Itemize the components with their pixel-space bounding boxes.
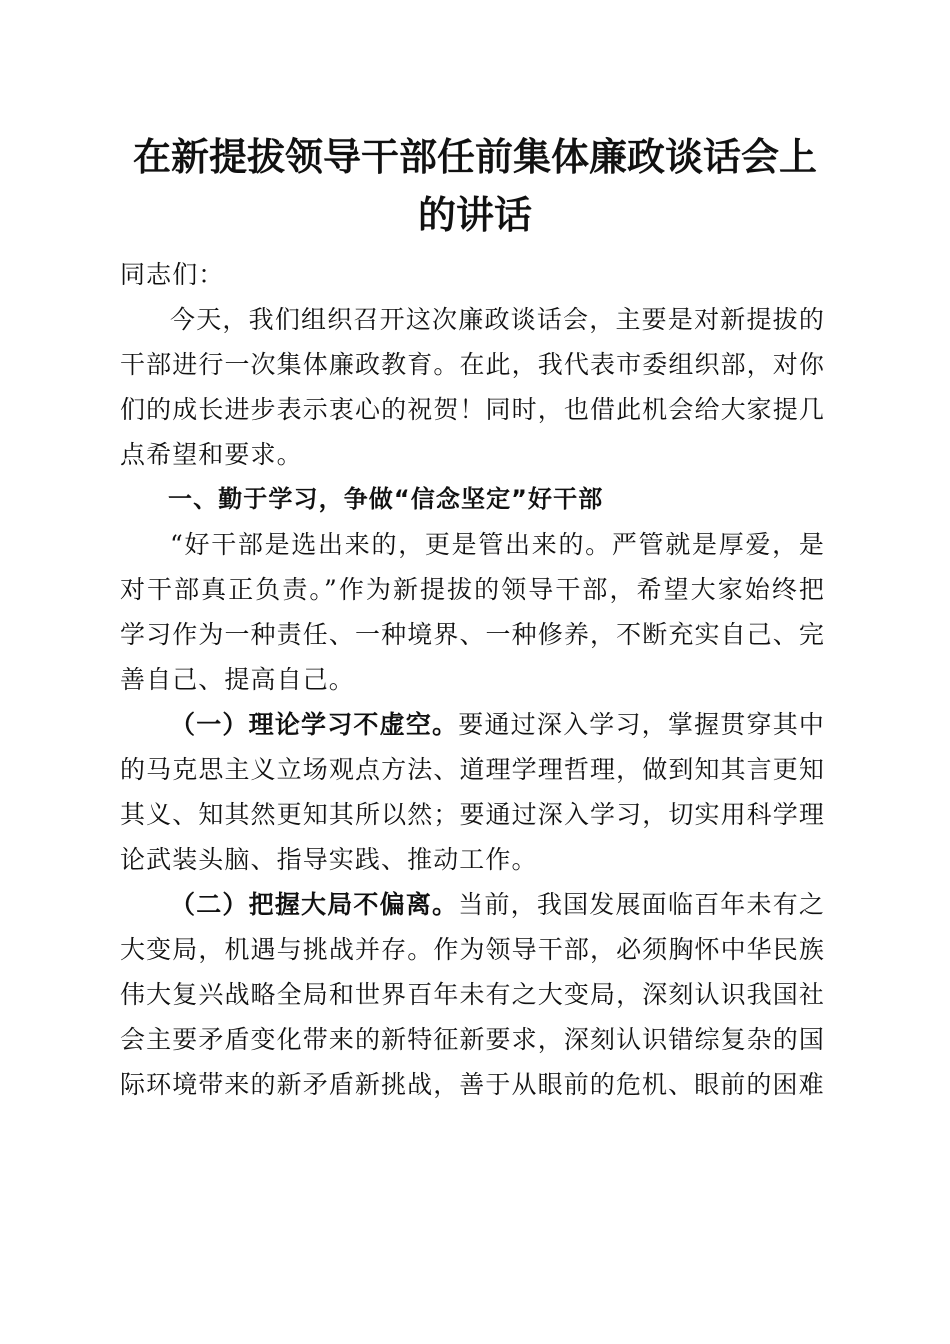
document-title: 在新提拔领导干部任前集体廉政谈话会上的讲话	[132, 134, 817, 237]
document-body	[120, 252, 825, 1107]
list-item-1-lead: （一）理论学习不虚空。	[170, 710, 459, 739]
paragraph-section-1: “好干部是选出来的，更是管出来的。严管就是厚爱，是对干部真正负责。”作为新提拔的领导干部，希望大家始终把学习作为一种责任、一种境界、一种修养，不断充实自己、完善自己、提高自己。	[120, 530, 825, 694]
section-heading-1: 一、勤于学习，争做“信念坚定”好干部	[168, 485, 604, 513]
list-item-1-text: 要通过深入学习，掌握贯穿其中的马克思主义立场观点方法、道理学理哲理，做到知其言更知其义、知其然更知其所以然；要通过深入学习，切实用科学理论武装头脑、指导实践、推动工作。	[120, 710, 825, 874]
list-item-2	[120, 882, 825, 1107]
salutation: 同志们：	[120, 260, 225, 289]
list-item-1	[120, 702, 825, 882]
list-item-2-text: 当前，我国发展面临百年未有之大变局，机遇与挑战并存。作为领导干部，必须胸怀中华民族伟大复兴战略全局和世界百年未有之大变局，深刻认识我国社会主要矛盾变化带来的新特征新要求，深刻认识错综复杂的国际环境带来的新矛盾新挑战，善于从眼前的危机、眼前的困难	[120, 890, 825, 1099]
list-item-2-lead: （二）把握大局不偏离。	[170, 890, 459, 919]
paragraph-intro: 今天，我们组织召开这次廉政谈话会，主要是对新提拔的干部进行一次集体廉政教育。在此，我代表市委组织部，对你们的成长进步表示衷心的祝贺！同时，也借此机会给大家提几点希望和要求。	[120, 305, 825, 469]
